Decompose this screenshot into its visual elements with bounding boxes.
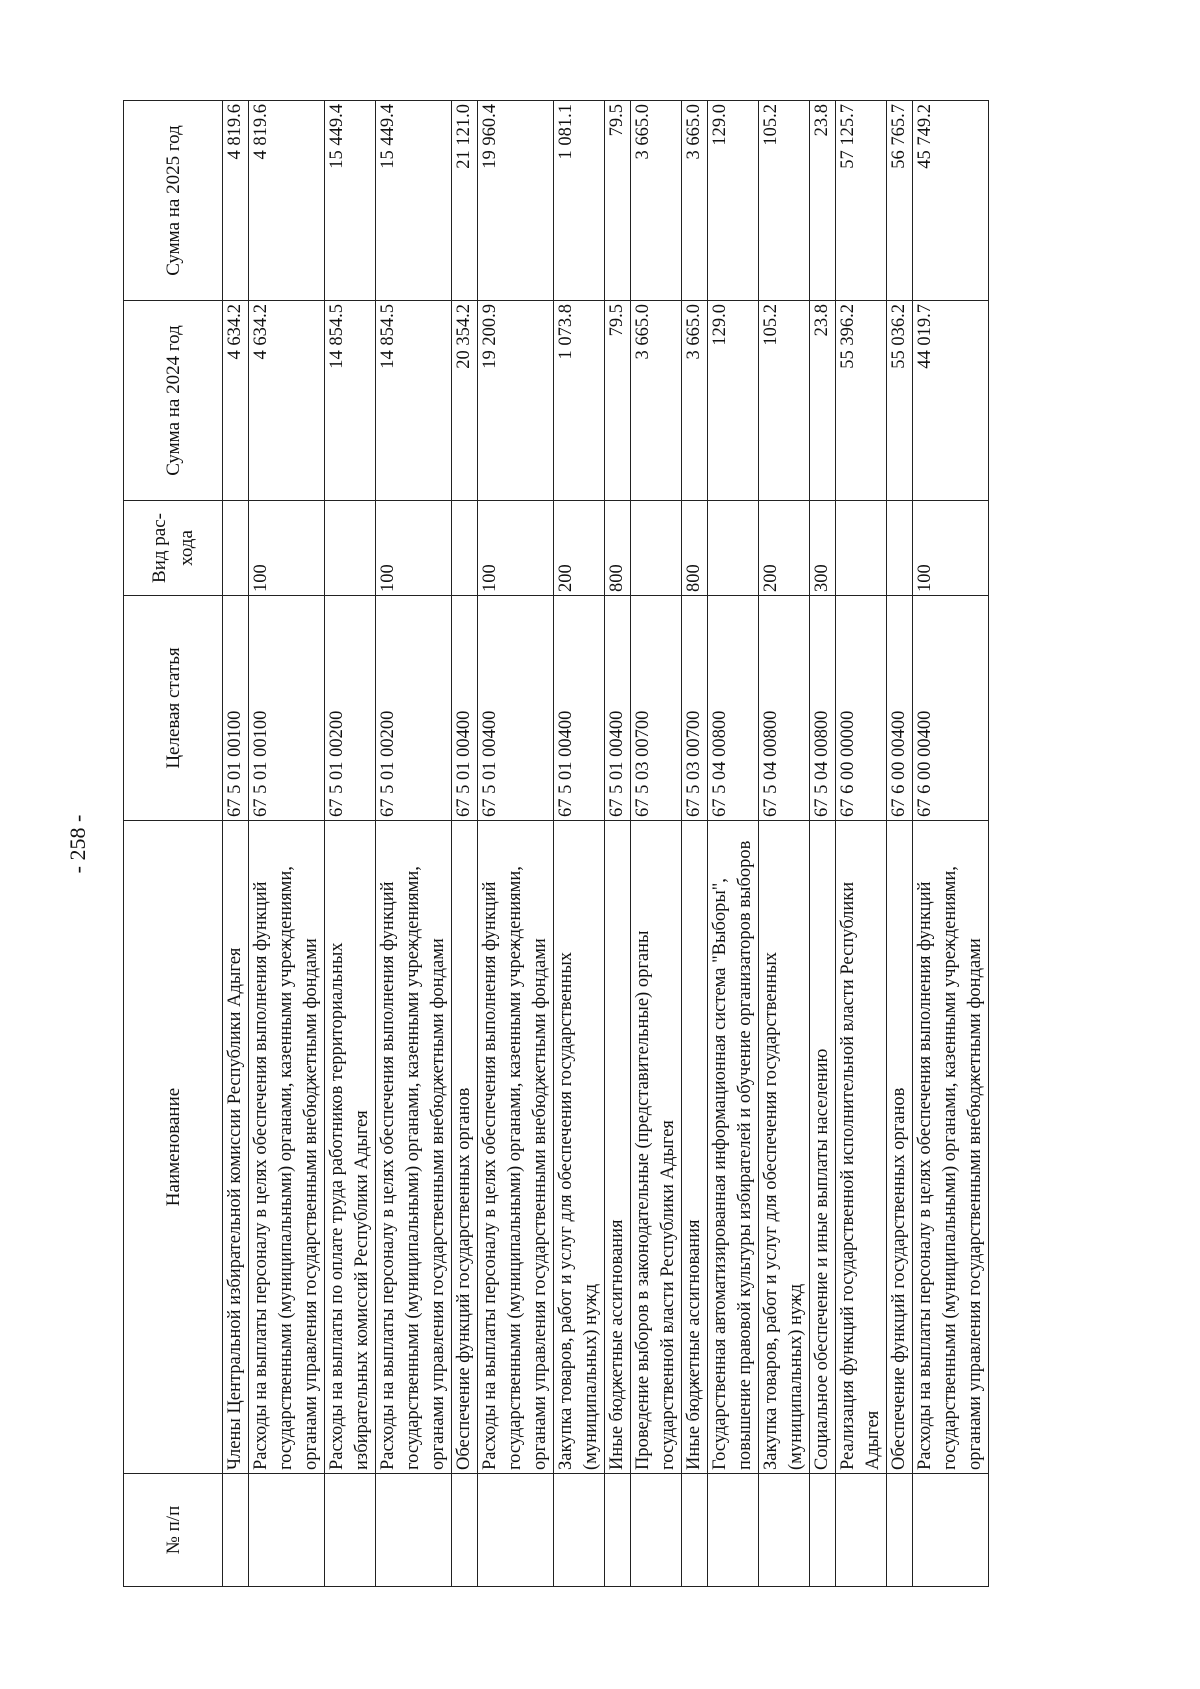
table-row [682,101,708,1587]
row-num-cell [478,1474,554,1587]
row-sum-2025-cell: 56 765.7 [887,101,913,301]
row-num-cell [249,1474,325,1587]
table-row [452,101,478,1587]
row-name-cell: Иные бюджетные ассигнования [682,821,708,1474]
row-expense-kind-cell: 800 [682,501,708,596]
row-sum-2025-cell: 45 749.2 [913,101,989,301]
row-sum-2024-cell: 4 634.2 [223,301,249,501]
row-name-cell: Члены Центральной избирательной комиссии Республики Адыгея [223,821,249,1474]
row-num-cell [759,1474,810,1587]
row-target-article-cell: 67 5 01 00100 [223,596,249,821]
row-target-article-cell: 67 6 00 00000 [836,596,887,821]
row-name-cell: Расходы на выплаты персоналу в целях обеспечения выполнения функций государственными (муниципальными) органами, казенными учреждениями, органами управления государственными внебюджетными фондами [478,821,554,1474]
row-sum-2025-cell: 79.5 [605,101,631,301]
row-name-cell: Социальное обеспечение и иные выплаты населению [810,821,836,1474]
table-row [631,101,682,1587]
row-sum-2024-cell: 55 036.2 [887,301,913,501]
row-sum-2025-cell: 105.2 [759,101,810,301]
header-sum-2025: Сумма на 2025 год [124,101,223,301]
table-row [887,101,913,1587]
row-num-cell [605,1474,631,1587]
row-expense-kind-cell: 200 [759,501,810,596]
row-sum-2025-cell: 19 960.4 [478,101,554,301]
row-target-article-cell: 67 5 04 00800 [708,596,759,821]
row-name-cell: Расходы на выплаты персоналу в целях обеспечения выполнения функций государственными (муниципальными) органами, казенными учреждениями, органами управления государственными внебюджетными фондами [913,821,989,1474]
row-target-article-cell: 67 5 04 00800 [759,596,810,821]
row-sum-2024-cell: 14 854.5 [376,301,452,501]
table-row [223,101,249,1587]
row-target-article-cell: 67 5 01 00400 [605,596,631,821]
row-expense-kind-cell [631,501,682,596]
row-target-article-cell: 67 5 03 00700 [631,596,682,821]
row-num-cell [631,1474,682,1587]
row-sum-2024-cell: 105.2 [759,301,810,501]
table-row [376,101,452,1587]
row-sum-2024-cell: 20 354.2 [452,301,478,501]
row-num-cell [682,1474,708,1587]
row-target-article-cell: 67 5 01 00400 [452,596,478,821]
rotated-page-content [123,101,1073,1587]
table-row [478,101,554,1587]
row-sum-2025-cell: 129.0 [708,101,759,301]
row-num-cell [913,1474,989,1587]
header-target-article: Целевая статья [124,596,223,821]
row-expense-kind-cell: 800 [605,501,631,596]
row-sum-2024-cell: 14 854.5 [325,301,376,501]
table-row [605,101,631,1587]
header-expense-kind: Вид рас- хода [124,501,223,596]
row-target-article-cell: 67 5 01 00400 [554,596,605,821]
row-expense-kind-cell: 100 [478,501,554,596]
row-expense-kind-cell [708,501,759,596]
row-target-article-cell: 67 6 00 00400 [887,596,913,821]
row-sum-2024-cell: 79.5 [605,301,631,501]
row-num-cell [708,1474,759,1587]
row-sum-2024-cell: 4 634.2 [249,301,325,501]
row-num-cell [452,1474,478,1587]
row-name-cell: Закупка товаров, работ и услуг для обеспечения государственных (муниципальных) нужд [759,821,810,1474]
row-sum-2024-cell: 129.0 [708,301,759,501]
row-target-article-cell: 67 5 01 00200 [325,596,376,821]
row-expense-kind-cell: 100 [249,501,325,596]
row-name-cell: Расходы на выплаты персоналу в целях обеспечения выполнения функций государственными (муниципальными) органами, казенными учреждениями, органами управления государственными внебюджетными фондами [376,821,452,1474]
row-name-cell: Реализация функций государственной исполнительной власти Республики Адыгея [836,821,887,1474]
row-sum-2025-cell: 3 665.0 [682,101,708,301]
table-row [554,101,605,1587]
row-target-article-cell: 67 5 04 00800 [810,596,836,821]
table-row [810,101,836,1587]
row-expense-kind-cell [325,501,376,596]
row-expense-kind-cell: 100 [376,501,452,596]
row-sum-2025-cell: 15 449.4 [376,101,452,301]
table-row [708,101,759,1587]
row-num-cell [810,1474,836,1587]
row-expense-kind-cell: 200 [554,501,605,596]
row-sum-2024-cell: 55 396.2 [836,301,887,501]
row-target-article-cell: 67 5 01 00100 [249,596,325,821]
table-row [325,101,376,1587]
row-expense-kind-cell [887,501,913,596]
row-sum-2025-cell: 1 081.1 [554,101,605,301]
header-name: Наименование [124,821,223,1474]
row-name-cell: Обеспечение функций государственных органов [452,821,478,1474]
row-sum-2025-cell: 4 819.6 [249,101,325,301]
table-header-row [124,101,223,1587]
row-expense-kind-cell: 300 [810,501,836,596]
row-name-cell: Обеспечение функций государственных органов [887,821,913,1474]
row-target-article-cell: 67 5 01 00200 [376,596,452,821]
row-name-cell: Закупка товаров, работ и услуг для обеспечения государственных (муниципальных) нужд [554,821,605,1474]
row-sum-2025-cell: 3 665.0 [631,101,682,301]
row-expense-kind-cell [223,501,249,596]
row-sum-2024-cell: 1 073.8 [554,301,605,501]
row-num-cell [887,1474,913,1587]
row-sum-2024-cell: 44 019.7 [913,301,989,501]
row-num-cell [325,1474,376,1587]
row-name-cell: Проведение выборов в законодательные (представительные) органы государственной власти Республики Адыгея [631,821,682,1474]
table-row [249,101,325,1587]
row-sum-2024-cell: 3 665.0 [682,301,708,501]
row-name-cell: Иные бюджетные ассигнования [605,821,631,1474]
row-expense-kind-cell [836,501,887,596]
table-row [836,101,887,1587]
row-sum-2025-cell: 23.8 [810,101,836,301]
table-row [759,101,810,1587]
row-name-cell: Государственная автоматизированная информационная система "Выборы", повышение правовой культуры избирателей и обучение организаторов выборов [708,821,759,1474]
row-name-cell: Расходы на выплаты персоналу в целях обеспечения выполнения функций государственными (муниципальными) органами, казенными учреждениями, органами управления государственными внебюджетными фондами [249,821,325,1474]
row-sum-2025-cell: 4 819.6 [223,101,249,301]
row-sum-2025-cell: 15 449.4 [325,101,376,301]
budget-table [123,100,989,1587]
row-sum-2025-cell: 57 125.7 [836,101,887,301]
row-num-cell [554,1474,605,1587]
header-sum-2024: Сумма на 2024 год [124,301,223,501]
row-target-article-cell: 67 5 01 00400 [478,596,554,821]
row-num-cell [223,1474,249,1587]
table-body [223,101,989,1587]
row-num-cell [376,1474,452,1587]
row-target-article-cell: 67 5 03 00700 [682,596,708,821]
row-num-cell [836,1474,887,1587]
page-number: - 258 - [65,814,90,874]
header-num: № п/п [124,1474,223,1587]
row-sum-2024-cell: 19 200.9 [478,301,554,501]
row-expense-kind-cell: 100 [913,501,989,596]
row-name-cell: Расходы на выплаты по оплате труда работников территориальных избирательных комиссий Республики Адыгея [325,821,376,1474]
row-expense-kind-cell [452,501,478,596]
row-sum-2024-cell: 3 665.0 [631,301,682,501]
table-row [913,101,989,1587]
row-sum-2024-cell: 23.8 [810,301,836,501]
row-target-article-cell: 67 6 00 00400 [913,596,989,821]
row-sum-2025-cell: 21 121.0 [452,101,478,301]
